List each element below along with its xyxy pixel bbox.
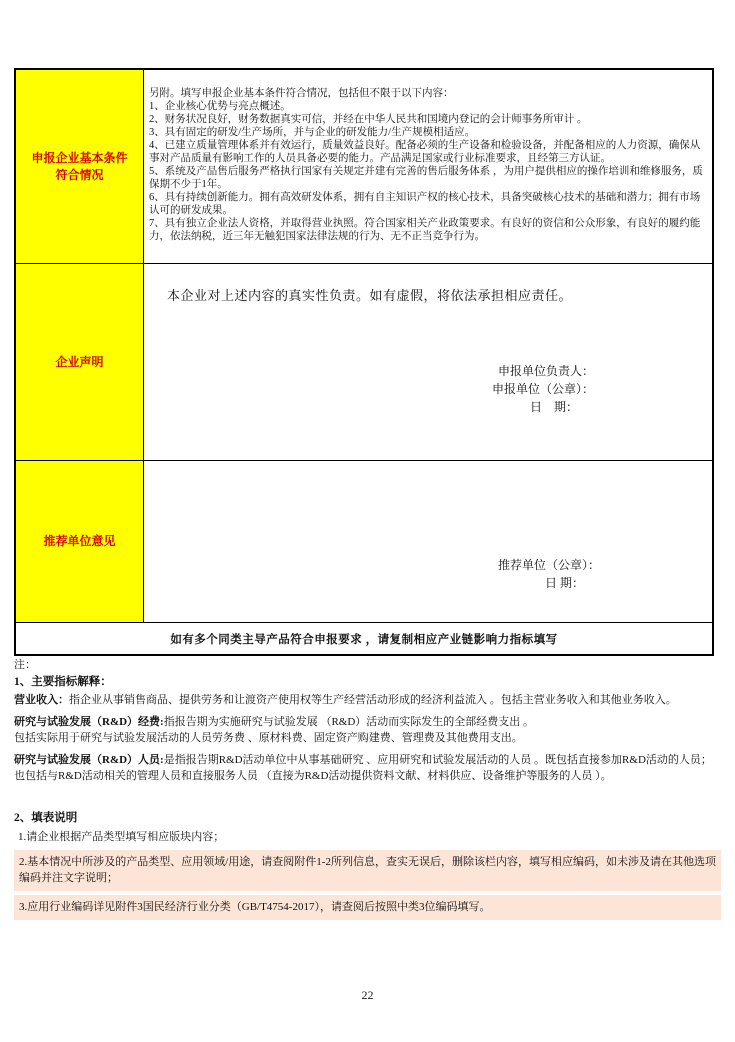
condition-item-6: 6、具有持续创新能力。拥有高效研发体系，拥有自主知识产权的核心技术，具备突破核心技术的基础和潜力；拥有市场认可的研发成果。 bbox=[149, 192, 701, 216]
row-label-line: 符合情况 bbox=[55, 167, 104, 182]
table-row-enterprise-declaration bbox=[16, 264, 712, 461]
recommending-unit-seal-line: 推荐单位（公章）： bbox=[497, 558, 600, 572]
row-label-enterprise-declaration: 企业声明 bbox=[16, 264, 144, 460]
declaration-date-line: 日 期： bbox=[529, 400, 578, 414]
row-label-basic-conditions bbox=[16, 70, 144, 263]
term-name: 营业收入： bbox=[14, 694, 69, 706]
filling-instruction-1: 1.请企业根据产品类型填写相应版块内容； bbox=[18, 831, 225, 843]
indicator-explanation-heading: 1、主要指标解释： bbox=[14, 676, 112, 688]
term-name: 研究与试验发展（R&D）人员: bbox=[14, 754, 164, 766]
condition-item-1: 1、企业核心优势与亮点概述。 bbox=[149, 101, 291, 112]
condition-item-3: 3、具有固定的研发/生产场所，并与企业的研发能力/生产规模相适应。 bbox=[149, 127, 476, 138]
table-row-recommendation-opinion bbox=[16, 461, 712, 623]
condition-item-4: 4、已建立质量管理体系并有效运行，质量效益良好。配备必须的生产设备和检验设备，并配备相应的人力资源，确保从事对产品质量有影响工作的人员具备必要的能力。产品满足国家或行业标准要求，且经第三方认证。 bbox=[149, 140, 701, 164]
recommendation-content bbox=[144, 461, 712, 622]
term-operating-revenue bbox=[14, 692, 721, 708]
declaration-signature-block bbox=[144, 362, 712, 416]
row-label-line: 申报企业基本条件 bbox=[31, 150, 128, 165]
table-row-basic-conditions bbox=[16, 70, 712, 264]
filling-instruction-3-highlighted: 3.应用行业编码详见附件3国民经济行业分类（GB/T4754-2017），请查阅后按照中类3位编码填写。 bbox=[14, 895, 721, 920]
filling-instructions-heading: 2、填表说明 bbox=[14, 812, 78, 824]
recommendation-date-line: 日 期： bbox=[544, 576, 584, 590]
row-label-recommendation-opinion: 推荐单位意见 bbox=[16, 461, 144, 622]
duplicate-product-instruction: 如有多个同类主导产品符合申报要求 ，请复制相应产业链影响力指标填写 bbox=[170, 633, 558, 646]
term-definition-continued: 包括实际用于研究与试验发展活动的人员劳务费 、原材料费、固定资产购建费、管理费及其他费用支出。 bbox=[14, 732, 523, 744]
term-definition: 指企业从事销售商品、提供劳务和让渡资产使用权等生产经营活动形成的经济利益流入 。包括主营业务收入和其他业务收入。 bbox=[69, 694, 677, 706]
notes-section bbox=[14, 657, 721, 924]
table-row-footer-instruction bbox=[16, 623, 712, 654]
condition-item-5: 5、系统及产品售后服务严格执行国家有关规定并建有完善的售后服务体系 ，为用户提供相应的操作培训和维修服务，质保期不少于1年。 bbox=[149, 166, 703, 190]
recommendation-signature-block bbox=[144, 556, 712, 592]
declarant-responsible-person-line: 申报单位负责人： bbox=[497, 364, 594, 378]
basic-conditions-content bbox=[144, 70, 712, 263]
notes-title: 注： bbox=[14, 659, 36, 671]
condition-item-2: 2、财务状况良好，财务数据真实可信，并经在中华人民共和国境内登记的会计师事务所审计 。 bbox=[149, 114, 588, 125]
term-definition: 指报告期为实施研究与试验发展 （R&D）活动而实际发生的全部经费支出 。 bbox=[163, 716, 535, 728]
condition-intro-line: 另附。填写申报企业基本条件符合情况，包括但不限于以下内容： bbox=[149, 88, 454, 99]
condition-item-7: 7、具有独立企业法人资格，并取得营业执照。符合国家相关产业政策要求。有良好的资信和公众形象，有良好的履约能力，依法纳税，近三年无触犯国家法律法规的行为、无不正当竞争行为。 bbox=[149, 218, 701, 242]
filling-instruction-2-highlighted: 2.基本情况中所涉及的产品类型、应用领域/用途，请查阅附件1-2所列信息，查实无误后，删除该栏内容，填写相应编码，如未涉及请在其他选项编码并注文字说明； bbox=[14, 850, 721, 891]
term-definition: 是指报告期R&D活动单位中从事基础研究 、应用研究和试验发展活动的人员 。既包括直接参加R&D活动的人员；也包括与R&D活动相关的管理人员和直接服务人员 （直接为R&D活动提供资料文献、材料供应、设备维护等服务的人员 ）。 bbox=[14, 754, 712, 782]
declaration-statement: 本企业对上述内容的真实性负责。如有虚假，将依法承担相应责任。 bbox=[167, 288, 573, 303]
page-number: 22 bbox=[361, 988, 374, 1002]
declaration-content bbox=[144, 264, 712, 460]
term-rd-personnel bbox=[14, 752, 721, 784]
declarant-unit-seal-line: 申报单位（公章）： bbox=[491, 382, 594, 396]
application-form-table bbox=[14, 68, 714, 656]
term-rd-expenditure bbox=[14, 714, 721, 746]
term-name: 研究与试验发展（R&D）经费: bbox=[14, 716, 164, 728]
